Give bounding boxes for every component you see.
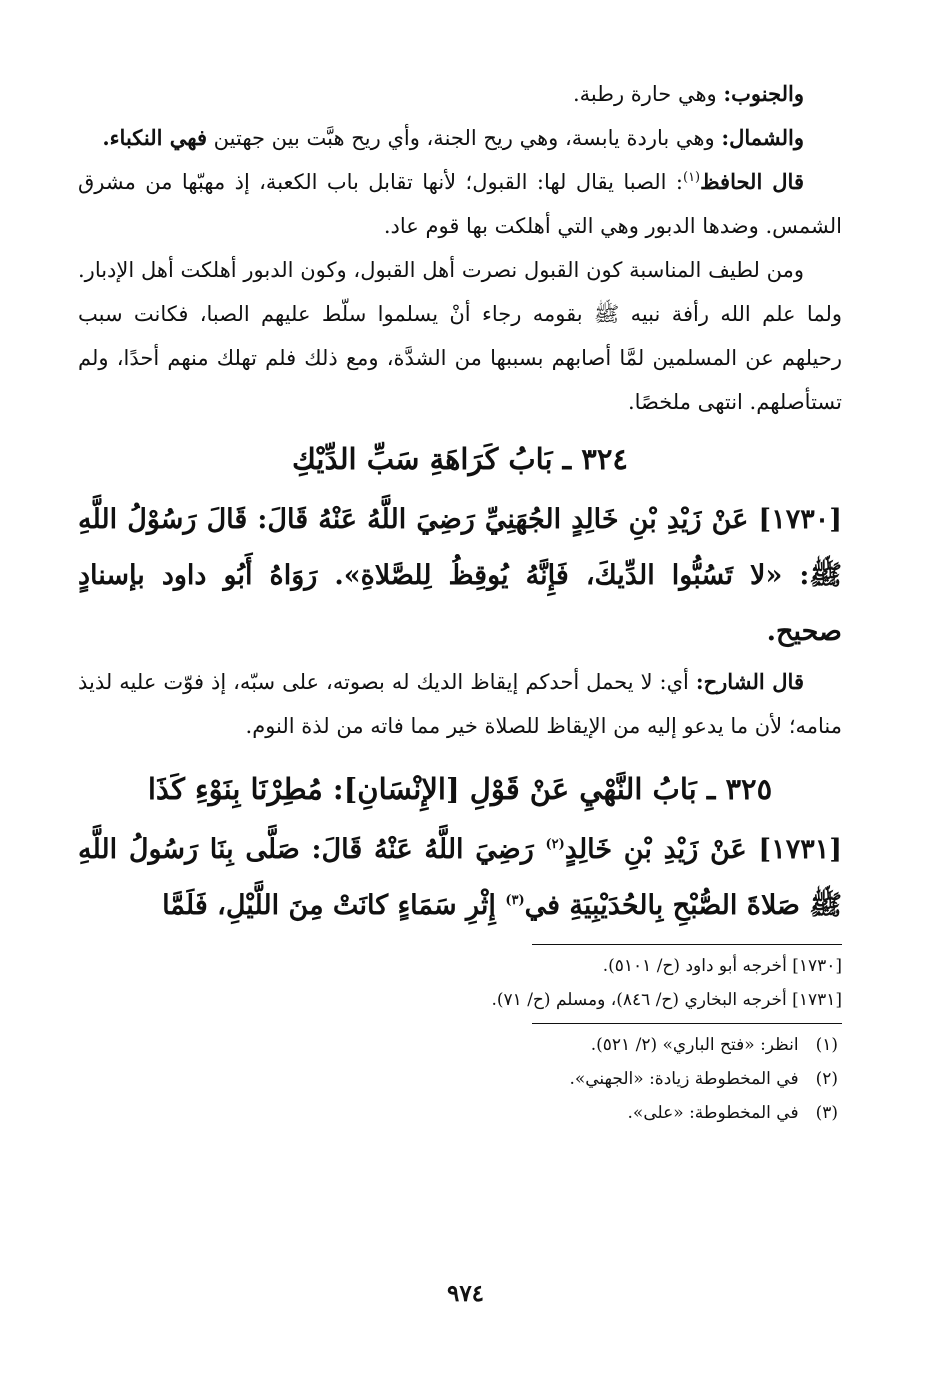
footnote-number: (٢) (815, 1069, 838, 1089)
paragraph-text: ومن لطيف المناسبة كون القبول نصرت أهل القبول، وكون الدبور أهلكت أهل الإدبار. ولما علم الله رأفة نبيه ﷺ بقومه رجاء أنْ يسلموا سلّط عليهم الصبا، فكانت سبب رحيلهم عن المسلمين لمَّا أصابهم بسببها من الشدَّة، ومع ذلك فلم تهلك منهم أحدًا، ولم تستأصلهم. انتهى ملخصًا. (78, 258, 842, 414)
footnote-item (78, 1028, 838, 1062)
paragraph-lead: والشمال: (721, 125, 804, 150)
reference-line: [١٧٣١] أخرجه البخاري (ح/ ٨٤٦)، ومسلم (ح/ ٧١). (491, 990, 842, 1010)
page-content (78, 72, 842, 1130)
commentary-1730 (78, 660, 842, 748)
page-number: ٩٧٤ (446, 1280, 485, 1307)
chapter-324-heading: ٣٢٤ ـ بَابُ كَرَاهَةِ سَبِّ الدِّيْكِ (291, 442, 629, 476)
footnote-text: انظر: «فتح الباري» (٢/ ٥٢١). (590, 1035, 799, 1055)
paragraph-analysis (78, 248, 842, 424)
footnote-item (78, 1062, 838, 1096)
hadith-references (78, 949, 842, 1017)
paragraph-text: وهي باردة يابسة، وهي ريح الجنة، وأي ريح هبَّت بين جهتين (207, 126, 722, 150)
references-divider (532, 944, 842, 945)
reference-line: [١٧٣٠] أخرجه أبو داود (ح/ ٥١٠١). (602, 956, 842, 976)
commentary-lead: قال الشارح: (695, 669, 804, 694)
footnote-marker[interactable]: (١) (682, 170, 701, 185)
paragraph-south-wind (78, 72, 842, 116)
footnote-marker[interactable]: (٢) (545, 837, 565, 852)
hadith-text: إِثْرِ سَمَاءٍ كانَتْ مِنَ اللَّيْلِ، فَلَمَّا (162, 890, 506, 921)
footnote-number: (٣) (815, 1103, 838, 1123)
hadith-text: رَضِيَ اللَّهُ عَنْهُ قَالَ: صَلَّى بِنَا رَسُولُ اللَّهِ ﷺ صَلاةَ الصُّبْحِ بِالحُدَيْبِيَةِ في (78, 834, 842, 921)
hadith-text: [١٧٣١] عَنْ زَيْدِ بْنِ خَالِدٍ (564, 834, 842, 865)
paragraph-tail: فهي النكباء. (102, 125, 207, 150)
footnote-item (78, 1096, 838, 1130)
hadith-1730: [١٧٣٠] عَنْ زَيْدِ بْنِ خَالِدٍ الجُهَنِيِّ رَضِيَ اللَّهُ عَنْهُ قَالَ: قَالَ رَسُوْلُ اللَّهِ ﷺ: «لا تَسُبُّوا الدِّيكَ، فَإِنَّهُ يُوقِظُ لِلصَّلاةِ». رَوَاهُ أَبُو داود بإسنادٍ صحيح. (78, 504, 842, 647)
intro-text (78, 72, 842, 424)
footnotes-divider (532, 1023, 842, 1024)
footnote-marker[interactable]: (٣) (505, 893, 525, 908)
paragraph-text: وهي حارة رطبة. (572, 82, 724, 106)
paragraph-hafiz (78, 160, 842, 248)
paragraph-lead: قال الحافظ (700, 169, 804, 194)
paragraph-north-wind (78, 116, 842, 160)
footnote-text: في المخطوطة: «على». (627, 1103, 799, 1123)
footnote-text: في المخطوطة زيادة: «الجهني». (569, 1069, 799, 1089)
paragraph-text: : الصبا يقال لها: القبول؛ لأنها تقابل باب الكعبة، إذ مهبّها من مشرق الشمس. وضدها الدبور وهي التي أهلكت بها قوم عاد. (78, 170, 842, 238)
footnotes (78, 1028, 842, 1130)
chapter-325-heading: ٣٢٥ ـ بَابُ النَّهْيِ عَنْ قَوْلِ [الإِنْسَانِ]: مُطِرْنَا بِنَوْءِ كَذَا (147, 772, 773, 806)
footnote-number: (١) (815, 1035, 838, 1055)
paragraph-lead: والجنوب: (723, 81, 804, 106)
hadith-1731 (78, 822, 842, 934)
commentary-text: أي: لا يحمل أحدكم إيقاظ الديك له بصوته، على سبّه، إذ فوّت عليه لذيذ منامه؛ لأن ما يدعو إليه من الإيقاظ للصلاة خير مما فاته من لذة النوم. (78, 670, 842, 738)
